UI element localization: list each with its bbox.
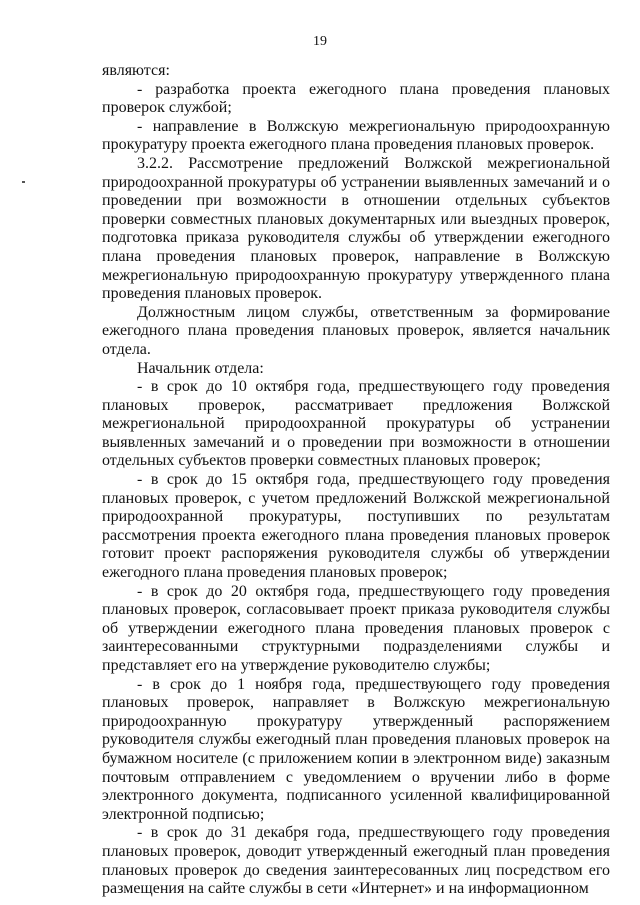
list-item-deadline-oct-20: - в срок до 20 октября года, предшествующего году проведения плановых проверок, согласовывает проект приказа руководителя службы об утверждении ежегодного плана проведения плановых проверок с заинтересованными структурными подразделениями службы и представляет его на утверждение руководителю службы; [102,582,610,674]
section-3-2-2: 3.2.2. Рассмотрение предложений Волжской межрегиональной природоохранной прокуратуры об устранении выявленных замечаний и о проведении при возможности в отношении отдельных субъектов проверки совместных плановых документарных или выездных проверок, подготовка приказа руководителя службы об утверждении ежегодного плана проведения плановых проверок, направление в Волжскую межрегиональную природоохранную прокуратуру утвержденного плана проведения плановых проверок. [102,154,610,303]
paragraph-intro: являются: [102,62,170,79]
scan-artifact-mark [22,181,25,183]
list-item-deadline-oct-15: - в срок до 15 октября года, предшествующего году проведения плановых проверок, с учетом предложений Волжской межрегиональной природоохранной прокуратуры, поступивших по результатам рассмотрения проекта ежегодного плана проведения плановых проверок готовит проект распоряжения руководителя службы об утверждении ежегодного плана проведения плановых проверок; [102,471,610,582]
list-item-deadline-oct-10: - в срок до 10 октября года, предшествующего году проведения плановых проверок, рассматривает предложения Волжской межрегиональной природоохранной прокуратуры об устранении выявленных замечаний и о проведении при возможности в отношении отдельных субъектов проверки совместных плановых проверок; [102,378,610,470]
page-number: 19 [313,34,327,49]
list-item-deadline-nov-1: - в срок до 1 ноября года, предшествующего году проведения плановых проверок, направляет в Волжскую межрегиональную природоохранную прокуратуру утвержденный распоряжением руководителя службы ежегодный план проведения плановых проверок на бумажном носителе (с приложением копии в электронном виде) заказным почтовым отправлением с уведомлением о вручении либо в форме электронного документа, подписанного усиленной квалифицированной электронной подписью; [102,675,610,823]
paragraph-department-head: Начальник отдела: [137,359,264,377]
document-body [102,62,610,899]
list-item-deadline-dec-31: - в срок до 31 декабря года, предшествующего году проведения плановых проверок, доводит утвержденный ежегодный план проведения плановых проверок до сведения заинтересованных лиц посредством его размещения на сайте службы в сети «Интернет» и на информационном [102,824,610,898]
list-item-draft-plan: - разработка проекта ежегодного плана проведения плановых проверок службой; [102,80,610,117]
list-item-send-draft: - направление в Волжскую межрегиональную природоохранную прокуратуру проекта ежегодного плана проведения плановых проверок. [102,117,610,154]
paragraph-responsible-official: Должностным лицом службы, ответственным за формирование ежегодного плана проведения плановых проверок, является начальник отдела. [102,303,610,358]
